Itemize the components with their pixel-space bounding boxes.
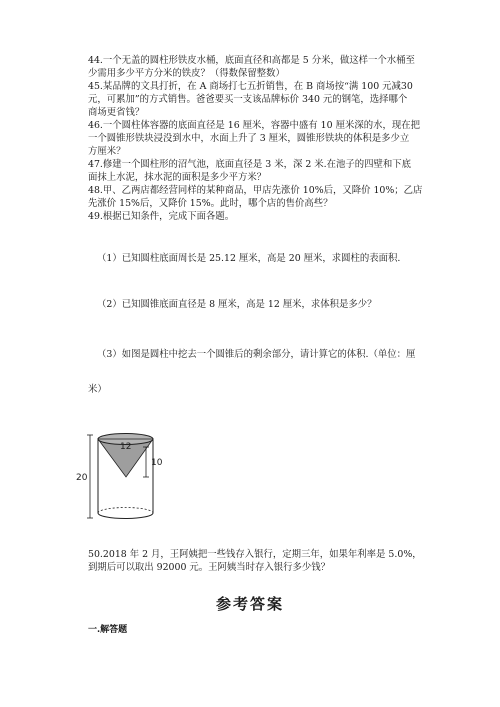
answer-title: 参考答案 — [215, 595, 284, 613]
q44-line-1: 44.一个无盖的圆柱形铁皮水桶，底面直径和高都是 5 分米，做这样一个水桶至 — [88, 55, 415, 66]
q45-line-2: 元，可累加”的方式销售。爸爸要买一支该品牌标价 340 元的钢笔，选择哪个 — [88, 94, 408, 105]
section-title: 一.解答题 — [88, 625, 128, 635]
q48-line-1: 48.甲、乙两店都经营同样的某种商品，甲店先涨价 10%后，又降价 10%；乙店 — [88, 185, 423, 196]
sub-question-3-line-1: （3）如图是圆柱中挖去一个圆锥后的剩余部分，请计算它的体积.（单位：厘 — [97, 349, 416, 360]
q45-line-3: 商场更省钱？ — [88, 107, 145, 118]
q46-line-1: 46.一个圆柱体容器的底面直径是 16 厘米，容器中盛有 10 厘米深的水，现在把 — [88, 120, 420, 131]
label-height: 20 — [76, 473, 88, 483]
label-diameter: 12 — [120, 442, 132, 452]
q47-line-1: 47.修建一个圆柱形的沼气池，底面直径是 3 米，深 2 米.在池子的四壁和下底 — [88, 159, 411, 170]
sub-question-1: （1）已知圆柱底面周长是 25.12 厘米，高是 20 厘米，求圆柱的表面积. — [97, 253, 401, 264]
q48-line-2: 先涨价 15%后，又降价 15%。此时，哪个店的售价高些？ — [88, 198, 333, 209]
q44-line-2: 少需用多少平方分米的铁皮？（得数保留整数） — [88, 68, 285, 79]
label-cone-height: 10 — [151, 458, 163, 468]
sub-question-2: （2）已知圆锥底面直径是 8 厘米，高是 12 厘米，求体积是多少？ — [97, 299, 377, 310]
sub-question-3-line-2: 米） — [88, 384, 107, 395]
cylinder-bottom-back — [98, 508, 153, 514]
q47-line-2: 面抹上水泥，抹水泥的面积是多少平方米？ — [88, 172, 267, 183]
q50-line-2: 到期后可以取出 92000 元。王阿姨当时存入银行多少钱？ — [88, 562, 331, 573]
q46-line-2: 一个圆锥形铁块浸没到水中，水面上升了 3 厘米，圆锥形铁块的体积是多少立 — [88, 133, 410, 144]
cylinder-cone-figure — [70, 425, 180, 530]
cylinder-bottom-front — [98, 513, 153, 519]
q46-line-3: 方厘米？ — [88, 146, 126, 157]
q49-line-1: 49.根据已知条件，完成下面各题。 — [88, 211, 235, 222]
q50-line-1: 50.2018 年 2 月，王阿姨把一些钱存入银行，定期三年，如果年利率是 5.0%， — [88, 549, 422, 560]
q45-line-1: 45.某品牌的文具打折，在 A 商场打七五折销售，在 B 商场按“满 100 元减30 — [88, 81, 413, 92]
